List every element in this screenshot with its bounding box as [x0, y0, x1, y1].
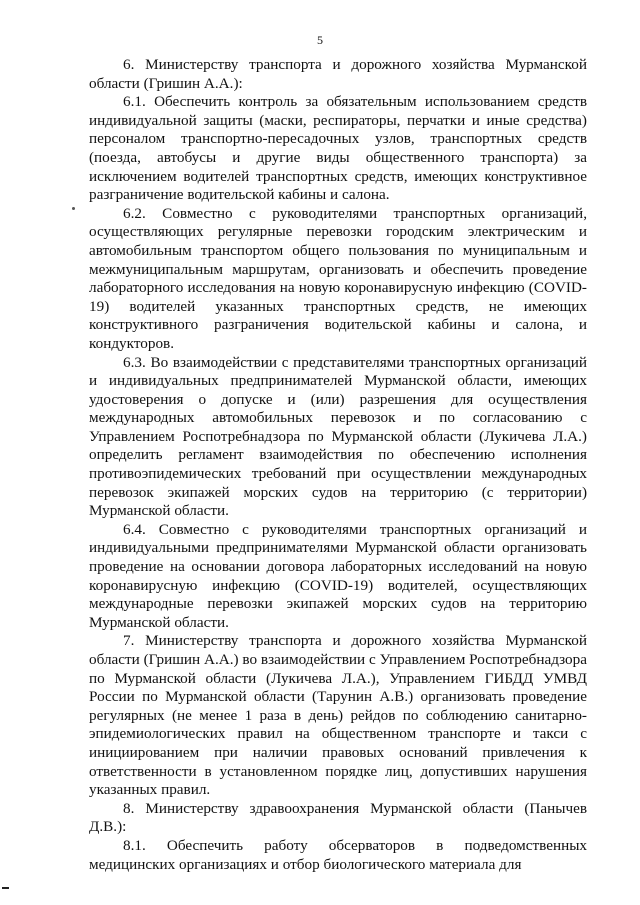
paragraph-6-3: 6.3. Во взаимодействии с представителями транспортных организаций и индивидуальных предпринимателей Мурманской области, имеющих удостоверения о допуске и (или) разрешения для осуществления международных автомобильных перевозок и по согласованию с Управлением Роспотребнадзора по Мурманской области (Лукичева Л.А.) определить регламент взаимодействия по обеспечению исполнения противоэпидемических требований при осуществлении международных перевозок экипажей морских судов на территорию (с территории) Мурманской области.	[89, 353, 587, 520]
edge-mark	[2, 887, 9, 889]
page-number: 5	[317, 33, 323, 47]
paragraph-6-4: 6.4. Совместно с руководителями транспортных организаций и индивидуальными предпринимателями Мурманской области организовать проведение на основании договора лабораторных исследований на новую коронавирусную инфекцию (COVID-19) водителей, осуществляющих международные перевозки экипажей морских судов на территорию Мурманской области.	[89, 520, 587, 631]
paragraph-6-2: 6.2. Совместно с руководителями транспортных организаций, осуществляющих регулярные перевозки городским электрическим и автомобильным транспортом общего пользования по муниципальным и межмуниципальным маршрутам, организовать и обеспечить проведение лабораторного исследования на новую коронавирусную инфекцию (COVID-19) водителей указанных транспортных средств, не имеющих конструктивного разграничения водительской кабины и салона, и кондукторов.	[89, 204, 587, 352]
paragraph-8-1: 8.1. Обеспечить работу обсерваторов в подведомственных медицинских организациях и отбор биологического материала для	[89, 836, 587, 873]
paragraph-6-1: 6.1. Обеспечить контроль за обязательным использованием средств индивидуальной защиты (маски, респираторы, перчатки и иные средства) персоналом транспортно-пересадочных узлов, транспортных средств (поезда, автобусы и другие виды общественного транспорта) за исключением водителей транспортных средств, имеющих конструктивное разграничение водительской кабины и салона.	[89, 93, 587, 204]
paragraph-6: 6. Министерству транспорта и дорожного хозяйства Мурманской области (Гришин А.А.):	[89, 56, 587, 92]
document-body	[89, 56, 587, 874]
paragraph-8: 8. Министерству здравоохранения Мурманской области (Панычев Д.В.):	[89, 799, 587, 836]
paragraph-7: 7. Министерству транспорта и дорожного хозяйства Мурманской области (Гришин А.А.) во взаимодействии с Управлением Роспотребнадзора по Мурманской области (Лукичева Л.А.), Управлением ГИБДД УМВД России по Мурманской области (Тарунин А.В.) организовать проведение регулярных (не менее 1 раза в день) рейдов по соблюдению санитарно-эпидемиологических правил на общественном транспорте и такси с инициированием при наличии правовых оснований привлечения к ответственности в установленном порядке лиц, допустивших нарушения указанных правил.	[89, 632, 587, 799]
margin-mark	[72, 207, 75, 210]
